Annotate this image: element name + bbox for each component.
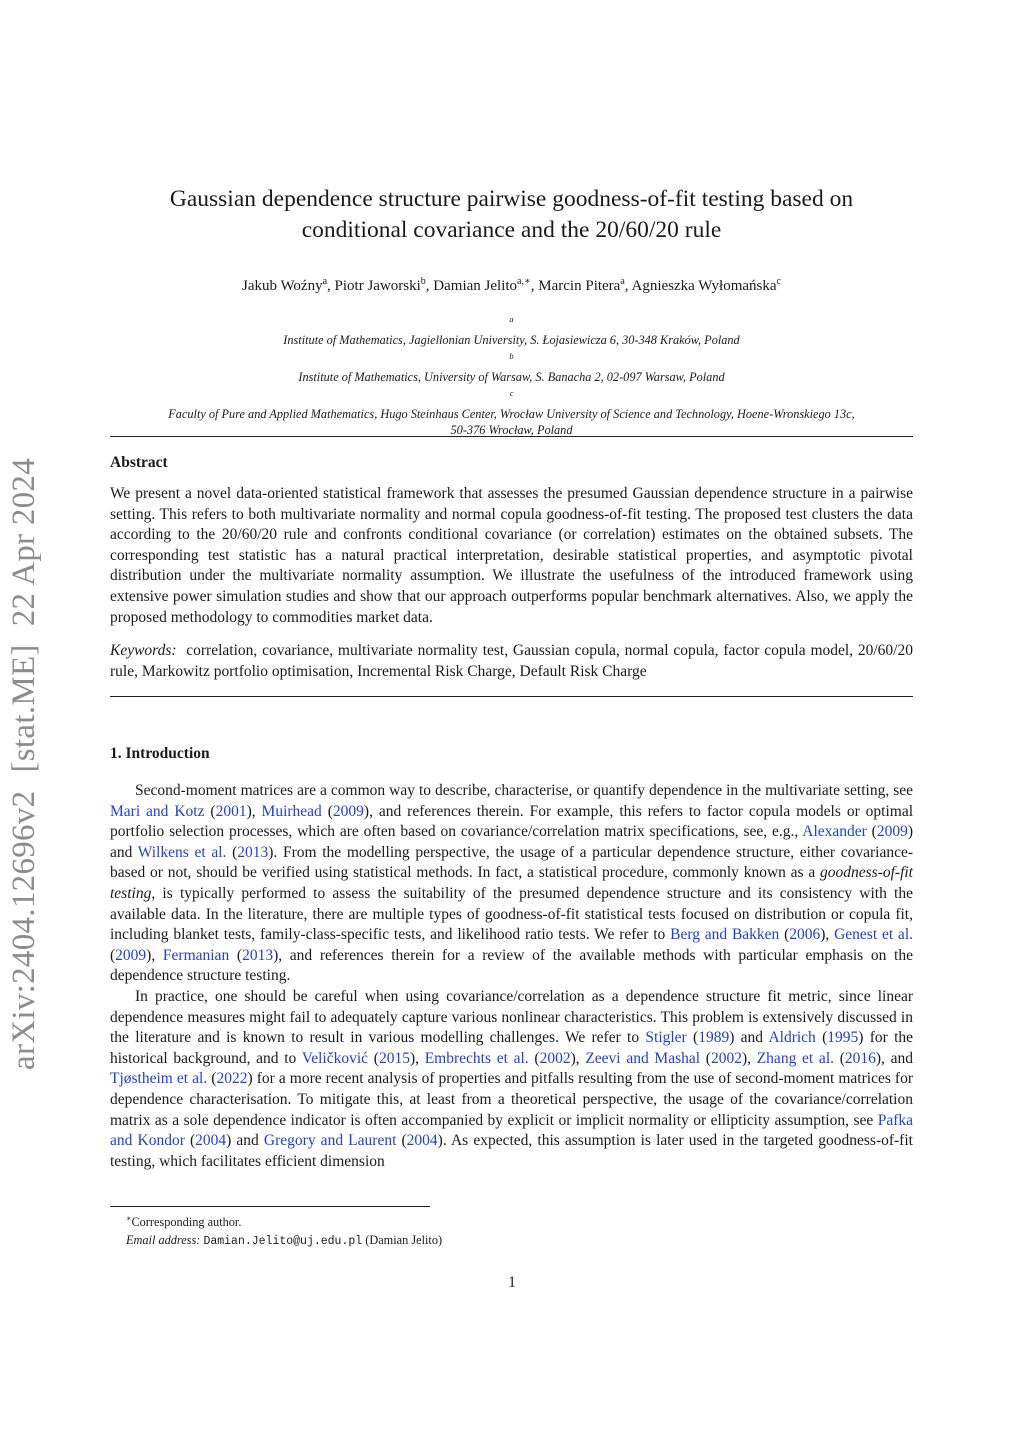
citation-link[interactable]: Wilkens et al.: [137, 843, 227, 861]
footnote-email: [110, 1232, 913, 1251]
section-heading-introduction: 1. Introduction: [110, 745, 210, 762]
citation-link[interactable]: Fermanian: [162, 946, 230, 964]
title-line-1: Gaussian dependence structure pairwise goodness-of-fit testing based on: [169, 186, 854, 212]
arxiv-stamp: [6, 430, 43, 1070]
citation-link[interactable]: 2015: [378, 1049, 410, 1067]
citation-link[interactable]: Aldrich: [768, 1029, 816, 1047]
citation-link[interactable]: Muirhead: [261, 802, 322, 820]
citation-link[interactable]: 2022: [216, 1070, 248, 1088]
citation-link[interactable]: Berg and Bakken: [670, 926, 780, 944]
citation-link[interactable]: Tjøstheim et al.: [110, 1070, 208, 1088]
affiliation: 50-376 Wrocław, Poland: [450, 423, 573, 438]
divider-bottom: [110, 696, 913, 697]
footnote: [110, 1210, 913, 1250]
intro-paragraph-2: In practice, one should be careful when using covariance/correlation as a dependence structure fit metric, since linear dependence measures might fail to adequately capture various nonlinear characteristics. This problem is extensively discussed in the literature and is known to result in various modelling challenges. We refer to Stigler (1989) and Aldrich (1995) for the historical background, and to Veličković (2015), Embrechts et al. (2002), Zeevi and Mashal (2002), Zhang et al. (2016), and Tjøstheim et al. (2022) for a more recent analysis of properties and pitfalls resulting from the use of second-moment matrices for dependence characterisation. To mitigate this, at least from a theoretical perspective, the usage of the covariance/correlation matrix as a sole dependence indicator is often accompanied by explicit or implicit normality or ellipticity assumption, see Pafka and Kondor (2004) and Gregory and Laurent (2004). As expected, this assumption is later used in the targeted goodness-of-fit testing, which facilitates efficient dimension: [110, 988, 914, 1170]
author-affiliation-mark: a: [322, 276, 328, 287]
footnote-corresponding: ∗Corresponding author.: [126, 1214, 242, 1230]
keywords-label: Keywords:: [110, 642, 177, 659]
citation-link[interactable]: 2009: [115, 946, 147, 964]
page-number: 1: [508, 1274, 516, 1291]
citation-link[interactable]: Mari and Kotz: [110, 802, 205, 820]
citation-link[interactable]: 2013: [237, 843, 269, 861]
author-affiliation-mark: a,∗: [517, 276, 531, 287]
citation-link[interactable]: 2009: [332, 802, 364, 820]
email-owner: (Damian Jelito): [365, 1232, 443, 1247]
author-affiliation-mark: b: [420, 276, 426, 287]
emphasis-term: goodness-of-fit testing: [110, 864, 913, 902]
citation-link[interactable]: Pafka and Kondor: [110, 1111, 913, 1150]
email-address[interactable]: Damian.Jelito@uj.edu.pl: [203, 1234, 363, 1248]
arxiv-date: 22 Apr 2024: [6, 457, 42, 627]
footnote-divider: [110, 1206, 430, 1207]
author-name: Piotr Jaworski: [334, 278, 421, 294]
divider-top: [110, 436, 913, 437]
citation-link[interactable]: Embrechts et al.: [424, 1049, 529, 1067]
affiliation: $^a$ Institute of Mathematics, Jagiellonian University, S. Łojasiewicza 6, 30-348 Kraków, Poland: [283, 314, 740, 347]
author-name: Agnieszka Wyłomańska: [631, 278, 777, 294]
paper-title: [110, 184, 913, 246]
email-label: Email address:: [126, 1232, 201, 1247]
citation-link[interactable]: Alexander: [802, 823, 867, 841]
affiliation: $^b$ Institute of Mathematics, University of Warsaw, S. Banacha 2, 02-097 Warsaw, Poland: [298, 351, 725, 384]
citation-link[interactable]: 1995: [827, 1029, 859, 1047]
author-list: Jakub Woźny$^a$, Piotr Jaworski$^b$, Damian Jelito$^{a,∗}$, Marcin Pitera$^a$, Agnieszka Wyłomańska$^c$: [242, 276, 781, 294]
arxiv-category: [stat.ME]: [6, 644, 42, 773]
keywords-text: correlation, covariance, multivariate normality test, Gaussian copula, normal copula, factor copula model, 20/60/20 rule, Markowitz portfolio optimisation, Incremental Risk Charge, Default Risk Charge: [110, 642, 913, 680]
title-line-2: conditional covariance and the 20/60/20 rule: [301, 217, 722, 243]
affiliation: $^c$ Faculty of Pure and Applied Mathematics, Hugo Steinhaus Center, Wrocław University of Science and Technology, Hoene-Wronskiego 13c,: [168, 388, 855, 421]
citation-link[interactable]: Zhang et al.: [756, 1049, 834, 1067]
citation-link[interactable]: Veličković: [301, 1049, 369, 1067]
citation-link[interactable]: 2009: [876, 823, 908, 841]
abstract-text: We present a novel data-oriented statistical framework that assesses the presumed Gaussian dependence structure in a pairwise setting. This refers to both multivariate normality and normal copula goodness-of-fit testing. The proposed test clusters the data according to the 20/60/20 rule and confronts conditional covariance (or correlation) estimates on the obtained subsets. The corresponding test statistic has a natural practical interpretation, desirable statistical properties, and asymptotic pivotal distribution under the multivariate normality assumption. We illustrate the usefulness of the introduced framework using extensive power simulation studies and show that our approach outperforms popular benchmark alternatives. Also, we apply the proposed methodology to commodities market data.: [110, 485, 913, 626]
citation-link[interactable]: 2013: [242, 946, 274, 964]
citation-link[interactable]: Genest et al.: [834, 926, 913, 944]
citation-link[interactable]: 2004: [406, 1132, 438, 1150]
citation-link[interactable]: Gregory and Laurent: [263, 1132, 397, 1150]
citation-link[interactable]: 2002: [539, 1049, 571, 1067]
author-affiliation-mark: a: [620, 276, 625, 287]
citation-link[interactable]: 2004: [195, 1132, 227, 1150]
citation-link[interactable]: 2002: [710, 1049, 742, 1067]
citation-link[interactable]: 2001: [215, 802, 247, 820]
affiliation-list: [110, 311, 913, 439]
author-name: Marcin Pitera: [538, 278, 621, 294]
author-name: Damian Jelito: [433, 278, 518, 294]
citation-link[interactable]: 1989: [698, 1029, 730, 1047]
footnote-mark: ∗: [126, 1214, 132, 1223]
author-affiliation-mark: c: [776, 276, 781, 287]
intro-paragraph-1: Second-moment matrices are a common way to describe, characterise, or quantify dependence in the multivariate setting, see Mari and Kotz (2001), Muirhead (2009), and references therein. For example, this refers to factor copula models or optimal portfolio selection processes, which are often based on covariance/correlation matrix specifications, see, e.g., Alexander (2009) and Wilkens et al. (2013). From the modelling perspective, the usage of a particular dependence structure, either covariance-based or not, should be verified using statistical methods. In fact, a statistical procedure, commonly known as a goodness-of-fit testing, is typically performed to assess the suitability of the presumed dependence structure and its consistency with the available data. In the literature, there are multiple types of goodness-of-fit statistical tests focused on distribution or copula fit, including blanket tests, family-class-specific tests, and likelihood ratio tests. We refer to Berg and Bakken (2006), Genest et al. (2009), Fermanian (2013), and references therein for a review of the available methods with particular emphasis on the dependence structure testing.: [110, 782, 914, 985]
keywords: [110, 641, 913, 682]
citation-link[interactable]: Zeevi and Mashal: [585, 1049, 701, 1067]
citation-link[interactable]: Stigler: [645, 1029, 687, 1047]
author-name: Jakub Woźny: [242, 278, 323, 294]
arxiv-id: arXiv:2404.12696v2: [6, 790, 42, 1070]
abstract-heading: Abstract: [110, 454, 168, 471]
citation-link[interactable]: 2016: [844, 1049, 876, 1067]
citation-link[interactable]: 2006: [789, 926, 821, 944]
